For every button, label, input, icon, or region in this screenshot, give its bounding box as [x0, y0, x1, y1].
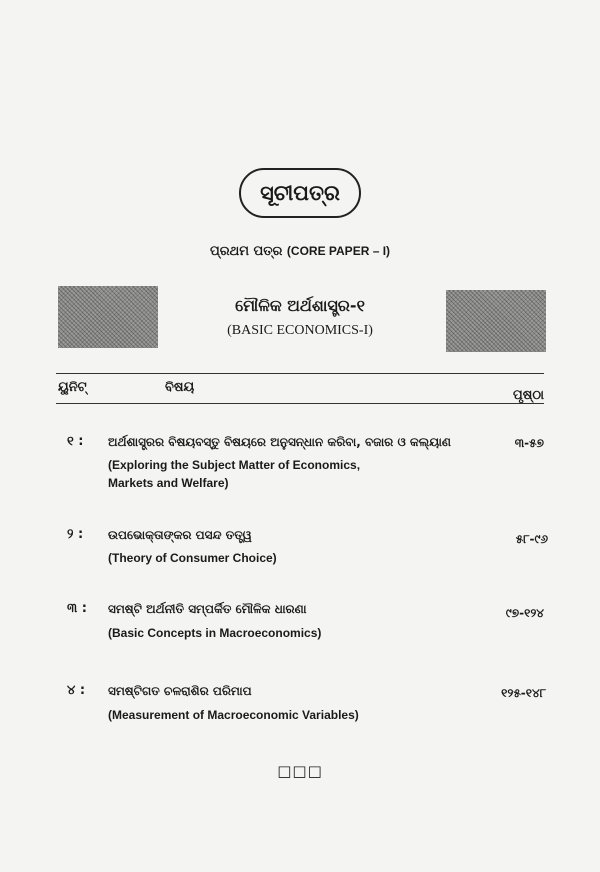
header-rule-top [56, 373, 544, 374]
unit-title-en: (Measurement of Macroeconomic Variables) [108, 708, 359, 722]
unit-number: ୩ : [67, 601, 87, 616]
unit-pages: ୫୮-୯୬ [515, 532, 548, 546]
unit-title-or: ଉପଭୋକ୍ତାଙ୍କର ପସନ୍ଦ ତତ୍ତ୍ୱ [108, 528, 252, 542]
unit-title-en: (Theory of Consumer Choice) [108, 551, 277, 565]
column-header-page: ପୃଷ୍ଠା [513, 388, 544, 403]
paper-label-en: (CORE PAPER – I) [286, 244, 391, 258]
column-header-subject: ବିଷୟ [165, 380, 195, 395]
unit-number: ୪ : [67, 683, 86, 698]
unit-number: ୧ : [67, 434, 84, 449]
paper-label-or: ପ୍ରଥମ ପତ୍ର [209, 244, 283, 259]
page-title: ସୂଚୀପତ୍ର [239, 168, 361, 218]
unit-pages: ୩-୫୭ [514, 436, 544, 450]
unit-title-en-line: (Exploring the Subject Matter of Economics, [108, 458, 361, 472]
unit-number: ୨ : [67, 527, 84, 542]
unit-title-or: ସମଷ୍ଟି ଅର୍ଥନୀତି ସମ୍ପର୍କିତ ମୌଳିକ ଧାରଣା [108, 602, 307, 616]
column-header-unit: ୟୁନିଟ୍ [58, 380, 87, 395]
unit-pages: ୧୨୫-୧୪୮ [501, 686, 546, 700]
subject-title-en: (BASIC ECONOMICS-I) [227, 323, 373, 338]
unit-title-en-line: Markets and Welfare) [108, 476, 229, 490]
end-mark: □□□ [277, 762, 323, 780]
header-rule-bottom [56, 403, 544, 404]
subject-title-or: ମୌଳିକ ଅର୍ଥଶାସ୍ତ୍ର-୧ [235, 296, 365, 315]
unit-title-or: ଅର୍ଥଶାସ୍ତ୍ରର ବିଷୟବସ୍ତୁ ବିଷୟରେ ଅନୁସନ୍ଧାନ କରିବା, ବଜାର ଓ କଲ୍ୟାଣ [108, 435, 451, 449]
unit-title-or: ସମଷ୍ଟିଗତ ଚଳରାଶିର ପରିମାପ [108, 684, 252, 698]
unit-pages: ୯୭-୧୨୪ [505, 606, 544, 620]
unit-title-en: (Basic Concepts in Macroeconomics) [108, 626, 322, 640]
paper-label [0, 244, 600, 259]
unit-title-en [108, 456, 360, 492]
